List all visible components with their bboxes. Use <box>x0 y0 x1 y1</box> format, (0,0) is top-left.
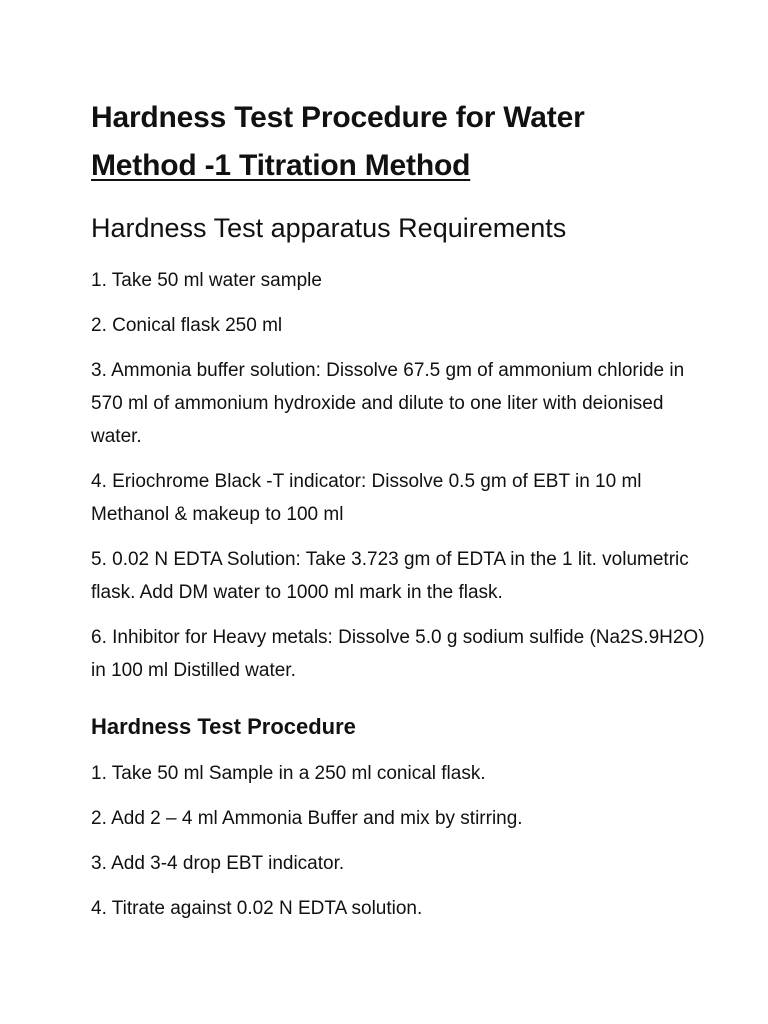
page-title: Hardness Test Procedure for Water <box>91 101 585 134</box>
requirements-heading: Hardness Test apparatus Requirements <box>91 213 567 243</box>
list-item: 1. Take 50 ml water sample <box>91 270 322 291</box>
list-item: 3. Ammonia buffer solution: Dissolve 67.5 gm of ammonium chloride in 570 ml of ammonium hydroxide and dilute to one liter with deionised water. <box>91 360 685 447</box>
list-item: 5. 0.02 N EDTA Solution: Take 3.723 gm of EDTA in the 1 lit. volumetric flask. Add DM water to 1000 ml mark in the flask. <box>91 549 689 603</box>
procedure-list <box>91 757 711 925</box>
list-item: 1. Take 50 ml Sample in a 250 ml conical flask. <box>91 763 486 784</box>
method-subtitle: Method -1 Titration Method <box>91 149 471 182</box>
list-item: 4. Titrate against 0.02 N EDTA solution. <box>91 898 423 919</box>
list-item: 3. Add 3-4 drop EBT indicator. <box>91 853 345 874</box>
list-item: 4. Eriochrome Black -T indicator: Dissolve 0.5 gm of EBT in 10 ml Methanol & makeup to 100 ml <box>91 471 642 525</box>
document-page <box>91 94 711 937</box>
list-item: 6. Inhibitor for Heavy metals: Dissolve 5.0 g sodium sulfide (Na2S.9H2O) in 100 ml Distilled water. <box>91 627 705 681</box>
procedure-heading: Hardness Test Procedure <box>91 714 356 739</box>
list-item: 2. Conical flask 250 ml <box>91 315 283 336</box>
requirements-list <box>91 264 711 687</box>
list-item: 2. Add 2 – 4 ml Ammonia Buffer and mix by stirring. <box>91 808 523 829</box>
